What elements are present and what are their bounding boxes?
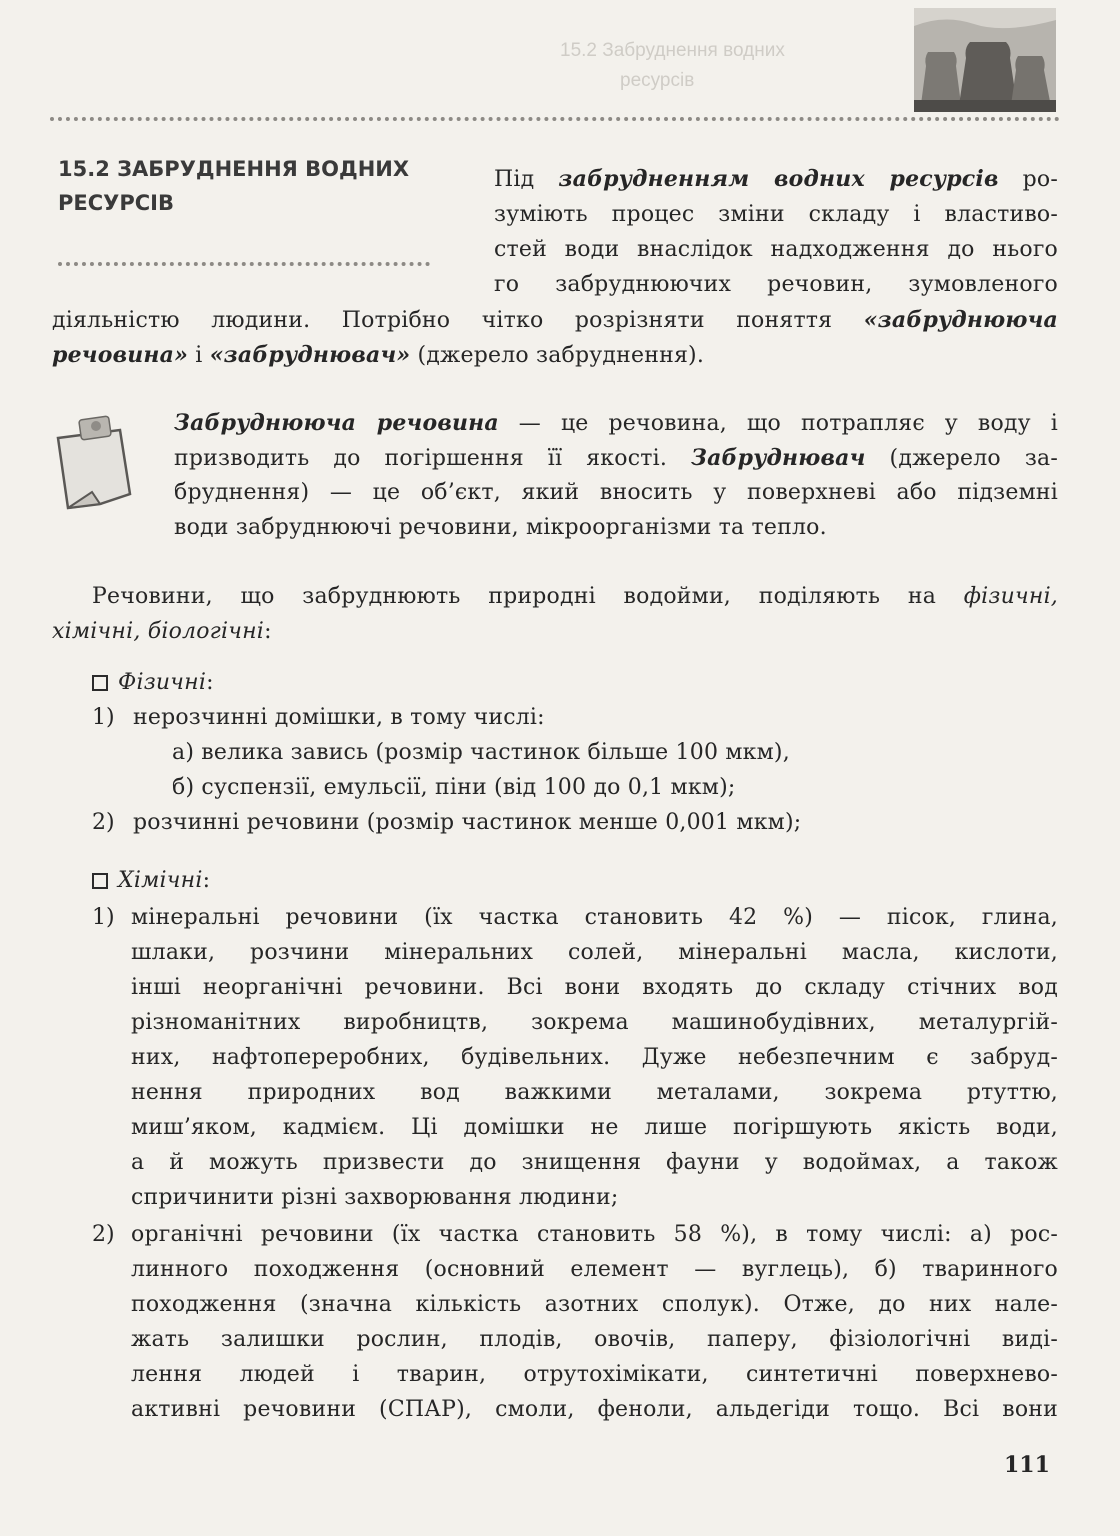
text: (джерело забруднення). bbox=[410, 343, 705, 368]
list-item: нерозчинні домішки, в тому числі: bbox=[133, 705, 545, 730]
term: Забруднювач bbox=[691, 445, 866, 471]
text: Речовини, що забруднюють природні водойми, поділяють на bbox=[92, 584, 964, 609]
list-number: 1) bbox=[92, 905, 115, 930]
list-item-line: жать залишки рослин, плодів, овочів, паперу, фізіологічні виді- bbox=[131, 1327, 1058, 1352]
section-title-line: 15.2 ЗАБРУДНЕННЯ ВОДНИХ bbox=[58, 157, 410, 181]
section-title-line: РЕСУРСІВ bbox=[58, 191, 174, 215]
term: речовина» bbox=[52, 342, 189, 368]
sub-item: а) велика завись (розмір частинок більше 100 мкм), bbox=[172, 740, 790, 765]
list-item-line: мінеральні речовини (їх частка становить 42 %) — пісок, глина, bbox=[131, 905, 1058, 930]
paragraph-line bbox=[494, 166, 1058, 192]
list-item-line: нення природних вод важкими металами, зокрема ртуттю, bbox=[131, 1080, 1058, 1105]
heading-text: Фізичні bbox=[118, 670, 207, 695]
list-item-line: лення людей і тварин, отрутохімікати, синтетичні поверхнево- bbox=[131, 1362, 1058, 1387]
list-item-line: них, нафтопереробних, будівельних. Дуже небезпечним є забруд- bbox=[131, 1045, 1058, 1070]
text: ро- bbox=[998, 167, 1058, 192]
term: забрудненням водних ресурсів bbox=[558, 166, 999, 192]
text: : bbox=[202, 868, 211, 893]
running-header-line: ресурсів bbox=[620, 70, 695, 91]
list-item-line: інші неорганічні речовини. Всі вони входять до складу стічних вод bbox=[131, 975, 1058, 1000]
list-number: 1) bbox=[92, 705, 115, 730]
list-item-line: линного походження (основний елемент — вуглець), б) тваринного bbox=[131, 1257, 1058, 1282]
text: — це речовина, що потрапляє у воду і bbox=[498, 411, 1058, 436]
list-item-line: спричинити різні захворювання людини; bbox=[131, 1185, 619, 1210]
list-item-line: миш’яком, кадмієм. Ці домішки не лише погіршують якість води, bbox=[131, 1115, 1058, 1140]
header-divider bbox=[50, 117, 1060, 121]
list-item-line: різноманітних виробництв, зокрема машинобудівних, металургій- bbox=[131, 1010, 1058, 1035]
page-number: 111 bbox=[1004, 1452, 1050, 1478]
paragraph-line bbox=[52, 619, 272, 644]
section-divider bbox=[58, 262, 430, 266]
list-heading-chemical bbox=[92, 868, 210, 893]
term: «забруднювач» bbox=[209, 342, 411, 368]
cooling-towers-image bbox=[914, 8, 1056, 112]
text: Під bbox=[494, 167, 559, 192]
paragraph-line bbox=[92, 584, 1058, 609]
paragraph-line: стей води внаслідок надходження до нього bbox=[494, 237, 1058, 262]
definition-line bbox=[174, 410, 1058, 436]
section-title bbox=[58, 152, 458, 220]
term: Забруднююча речовина bbox=[174, 410, 499, 436]
text: (джерело за- bbox=[865, 446, 1058, 471]
list-item: розчинні речовини (розмір частинок менше 0,001 мкм); bbox=[133, 810, 802, 835]
term: «забруднююча bbox=[863, 307, 1058, 333]
definition-line bbox=[174, 445, 1058, 471]
definition-line: бруднення) — це об’єкт, який вносить у поверхневі або підземні bbox=[174, 480, 1058, 505]
list-number: 2) bbox=[92, 810, 115, 835]
text: : bbox=[206, 670, 214, 695]
list-item-line: а й можуть призвести до знищення фауни у водоймах, а також bbox=[131, 1150, 1058, 1175]
text: і bbox=[188, 343, 210, 368]
checkbox-bullet-icon bbox=[92, 675, 108, 691]
running-header bbox=[560, 36, 880, 106]
term: фізичні, bbox=[963, 584, 1058, 609]
text: призводить до погіршення її якості. bbox=[174, 446, 691, 471]
list-item-line: походження (значна кількість азотних сполук). Отже, до них нале- bbox=[131, 1292, 1058, 1317]
running-header-line: 15.2 Забруднення водних bbox=[560, 40, 785, 61]
paragraph-line bbox=[52, 307, 1058, 333]
text: діяльністю людини. Потрібно чітко розрізняти поняття bbox=[52, 308, 864, 333]
heading-text: Хімічні bbox=[118, 868, 203, 893]
paragraph-line: зуміють процес зміни складу і властиво- bbox=[494, 202, 1058, 227]
list-item-line: шлаки, розчини мінеральних солей, мінеральні масла, кислоти, bbox=[131, 940, 1058, 965]
list-heading-physical bbox=[92, 670, 214, 695]
pinned-note-icon bbox=[52, 412, 138, 516]
term: хімічні, біологічні bbox=[52, 619, 265, 644]
text: : bbox=[264, 619, 272, 644]
sub-item: б) суспензії, емульсії, піни (від 100 до 0,1 мкм); bbox=[172, 775, 736, 800]
definition-line: води забруднюючі речовини, мікроорганізми та тепло. bbox=[174, 515, 827, 540]
checkbox-bullet-icon bbox=[92, 873, 108, 889]
list-item-line: органічні речовини (їх частка становить 58 %), в тому числі: а) рос- bbox=[131, 1222, 1058, 1247]
paragraph-line: го забруднюючих речовин, зумовленого bbox=[494, 272, 1058, 297]
list-number: 2) bbox=[92, 1222, 115, 1247]
list-item-line: активні речовини (СПАР), смоли, феноли, альдегіди тощо. Всі вони bbox=[131, 1397, 1058, 1422]
paragraph-line bbox=[52, 342, 704, 368]
